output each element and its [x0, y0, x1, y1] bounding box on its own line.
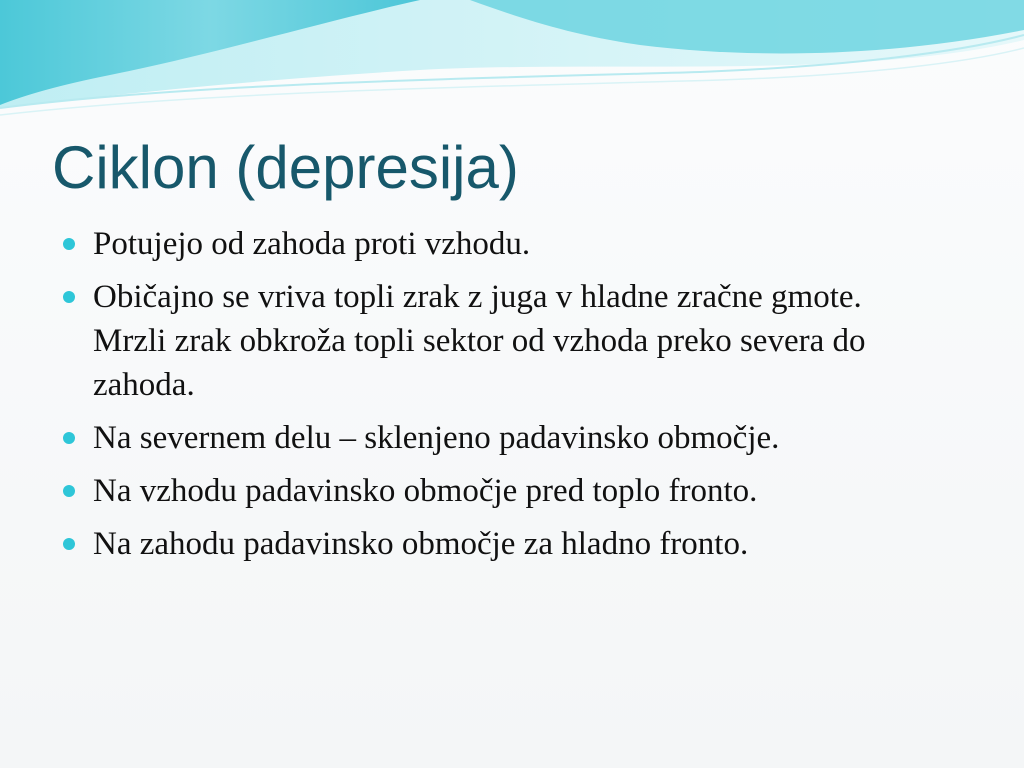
bullet-text: Običajno se vriva topli zrak z juga v hladne zračne gmote. Mrzli zrak obkroža topli sektor od vzhoda preko severa do zahoda.	[93, 279, 866, 403]
bullet-text: Na zahodu padavinsko območje za hladno fronto.	[93, 526, 749, 562]
bullet-dot-icon	[63, 432, 75, 444]
bullet-item	[60, 275, 940, 407]
bullet-item	[60, 416, 940, 460]
bullet-text: Na severnem delu – sklenjeno padavinsko območje.	[93, 420, 780, 456]
bullet-item	[60, 469, 940, 513]
bullet-dot-icon	[63, 291, 75, 303]
bullet-dot-icon	[63, 485, 75, 497]
decorative-wave-header	[0, 0, 1024, 130]
bullet-dot-icon	[63, 238, 75, 250]
bullet-item	[60, 522, 940, 566]
bullet-dot-icon	[63, 538, 75, 550]
bullet-list	[60, 222, 940, 575]
bullet-item	[60, 222, 940, 266]
bullet-text: Na vzhodu padavinsko območje pred toplo fronto.	[93, 473, 758, 509]
slide-title: Ciklon (depresija)	[52, 134, 519, 201]
bullet-text: Potujejo od zahoda proti vzhodu.	[93, 226, 531, 262]
